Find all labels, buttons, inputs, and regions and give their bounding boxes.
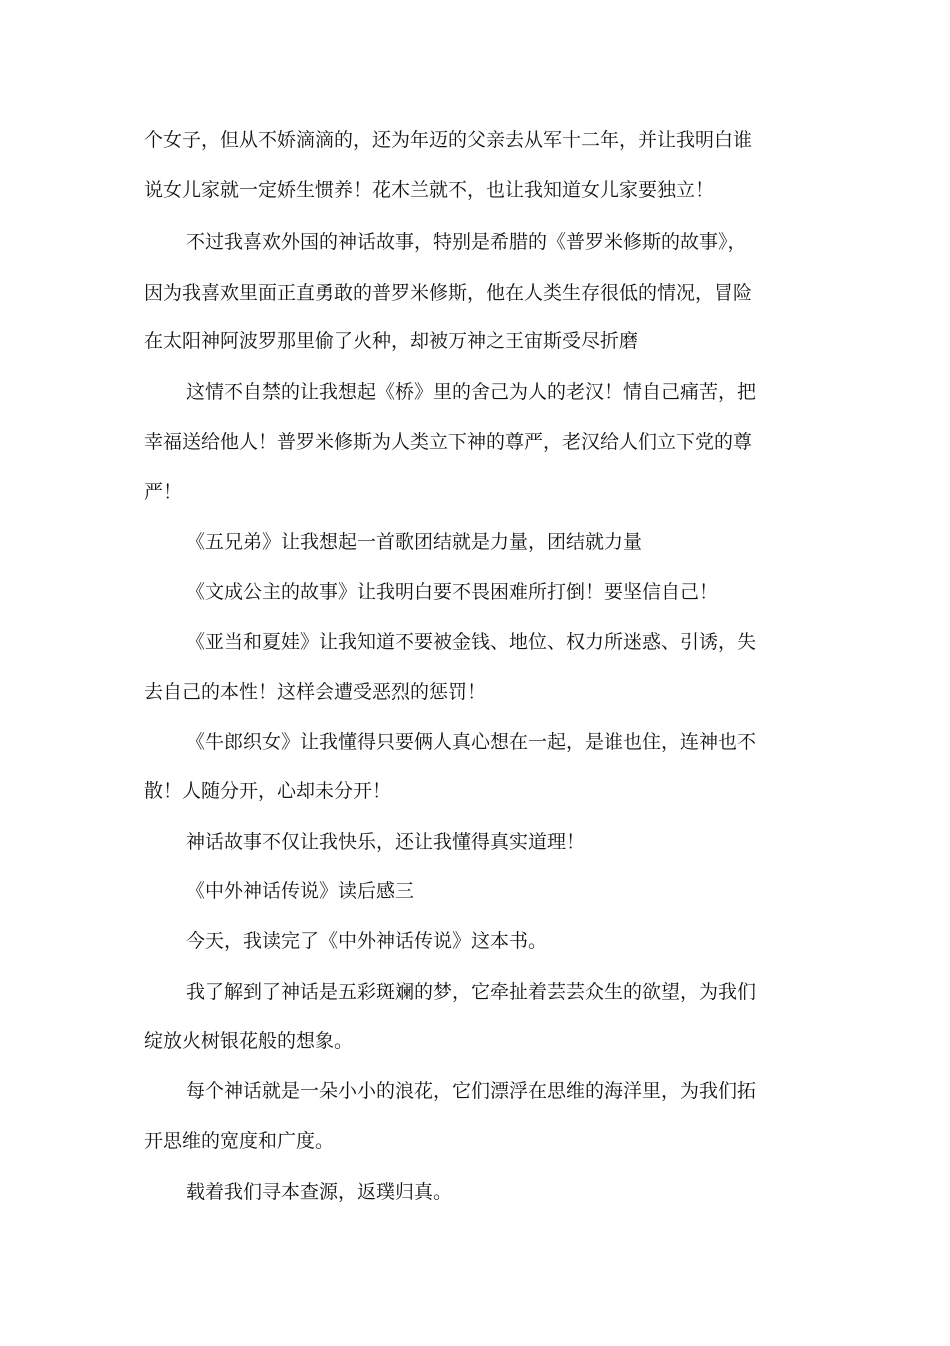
- text-line: 《亚当和夏娃》让我知道不要被金钱、地位、权力所迷惑、引诱，失: [186, 631, 757, 653]
- text-line: 今天，我读完了《中外神话传说》这本书。: [186, 930, 548, 952]
- section-heading: 《中外神话传说》读后感三: [186, 880, 415, 902]
- text-line: 这情不自禁的让我想起《桥》里的舍己为人的老汉！情自己痛苦，把: [186, 381, 757, 403]
- text-line: 不过我喜欢外国的神话故事，特别是希腊的《普罗米修斯的故事》，: [186, 231, 747, 253]
- text-line: 幸福送给他人！普罗米修斯为人类立下神的尊严，老汉给人们立下党的尊: [144, 431, 753, 453]
- text-line: 因为我喜欢里面正直勇敢的普罗米修斯，他在人类生存很低的情况，冒险: [144, 282, 753, 304]
- text-line: 《文成公主的故事》让我明白要不畏困难所打倒！要坚信自己！: [186, 581, 719, 603]
- text-line: 载着我们寻本查源，返璞归真。: [186, 1181, 453, 1203]
- text-line: 《牛郎织女》让我懂得只要俩人真心想在一起，是谁也住，连神也不: [186, 731, 757, 753]
- text-line: 去自己的本性！这样会遭受恶烈的惩罚！: [144, 681, 487, 703]
- text-line: 《五兄弟》让我想起一首歌团结就是力量，团结就力量: [186, 531, 643, 553]
- text-line: 神话故事不仅让我快乐，还让我懂得真实道理！: [186, 831, 586, 853]
- text-line: 每个神话就是一朵小小的浪花，它们漂浮在思维的海洋里，为我们拓: [186, 1080, 757, 1102]
- text-line: 绽放火树银花般的想象。: [144, 1030, 354, 1052]
- text-line: 在太阳神阿波罗那里偷了火种，却被万神之王宙斯受尽折磨: [144, 330, 639, 352]
- text-line: 个女子，但从不娇滴滴的，还为年迈的父亲去从军十二年，并让我明白谁: [144, 129, 753, 151]
- text-line: 散！人随分开，心却未分开！: [144, 780, 392, 802]
- text-line: 严！: [144, 481, 183, 503]
- text-line: 开思维的宽度和广度。: [144, 1130, 335, 1152]
- text-line: 我了解到了神话是五彩斑斓的梦，它牵扯着芸芸众生的欲望，为我们: [186, 981, 757, 1003]
- text-line: 说女儿家就一定娇生惯养！花木兰就不，也让我知道女儿家要独立！: [144, 179, 715, 201]
